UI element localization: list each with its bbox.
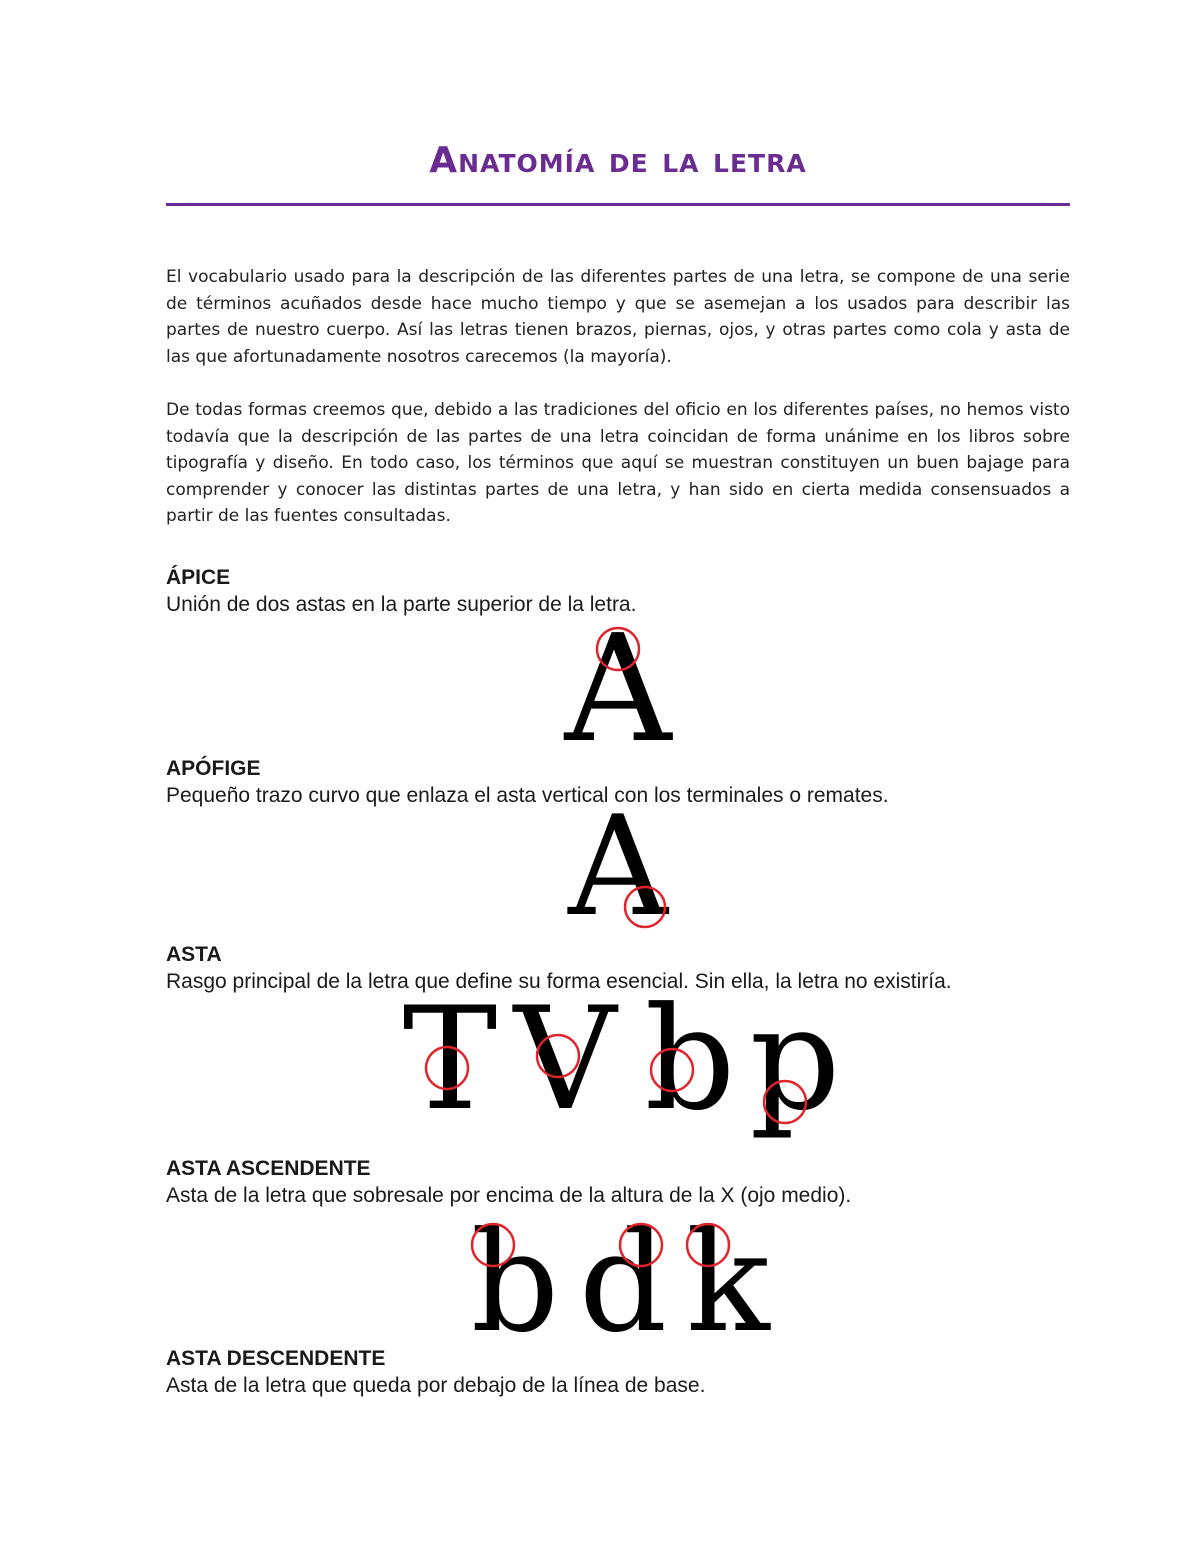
example-letter: V	[513, 977, 617, 1142]
term-heading-apofige: APÓFIGE	[166, 757, 261, 780]
example-letter: k	[686, 1202, 770, 1363]
example-letter: d	[578, 1202, 668, 1363]
term-definition-asta: Rasgo principal de la letra que define su forma esencial. Sin ella, la letra no existiría.	[166, 970, 952, 993]
term-heading-asta: ASTA	[166, 943, 222, 966]
asta-illustration	[395, 977, 845, 1148]
title-divider	[166, 203, 1070, 206]
example-letter: p	[749, 977, 841, 1142]
term-definition-asta-descendente: Asta de la letra que queda por debajo de la línea de base.	[166, 1374, 706, 1397]
term-definition-apice: Unión de dos astas en la parte superior de la letra.	[166, 593, 637, 616]
term-definition-asta-ascendente: Asta de la letra que sobresale por encima de la altura de la X (ojo medio).	[166, 1184, 852, 1207]
example-letter: b	[470, 1202, 560, 1363]
term-heading-asta-ascendente: ASTA ASCENDENTE	[166, 1157, 371, 1180]
term-heading-apice: ÁPICE	[166, 566, 231, 589]
asta-ascendente-illustration	[460, 1202, 780, 1363]
apice-illustration	[560, 603, 680, 775]
term-heading-asta-descendente: ASTA DESCENDENTE	[166, 1347, 386, 1370]
term-definition-apofige: Pequeño trazo curvo que enlaza el asta vertical con los terminales o remates.	[166, 784, 889, 807]
intro-paragraph: El vocabulario usado para la descripción de las diferentes partes de una letra, se compone de una serie de términos acuñados desde hace mucho tiempo y que se asemejan a los usados para describir las partes de nuestro cuerpo. Así las letras tienen brazos, piernas, ojos, y otras partes como cola y asta de las que afortunadamente nosotros carecemos (la mayoría).	[166, 267, 1070, 367]
intro-paragraph: De todas formas creemos que, debido a las tradiciones del oficio en los diferentes países, no hemos visto todavía que la descripción de las partes de una letra coincidan de forma unánime en los libros sobre tipografía y diseño. En todo caso, los términos que aquí se muestran constituyen un buen bajage para comprender y conocer las distintas partes de una letra, y han sido en cierta medida consensuados a partir de las fuentes consultadas.	[166, 400, 1070, 526]
example-letter: A	[568, 786, 668, 947]
page-title: Anatomía de la letra	[429, 140, 807, 181]
example-letter: A	[564, 603, 672, 775]
example-letter: b	[644, 977, 736, 1142]
example-letter: T	[402, 977, 498, 1142]
apofige-illustration	[560, 786, 680, 947]
